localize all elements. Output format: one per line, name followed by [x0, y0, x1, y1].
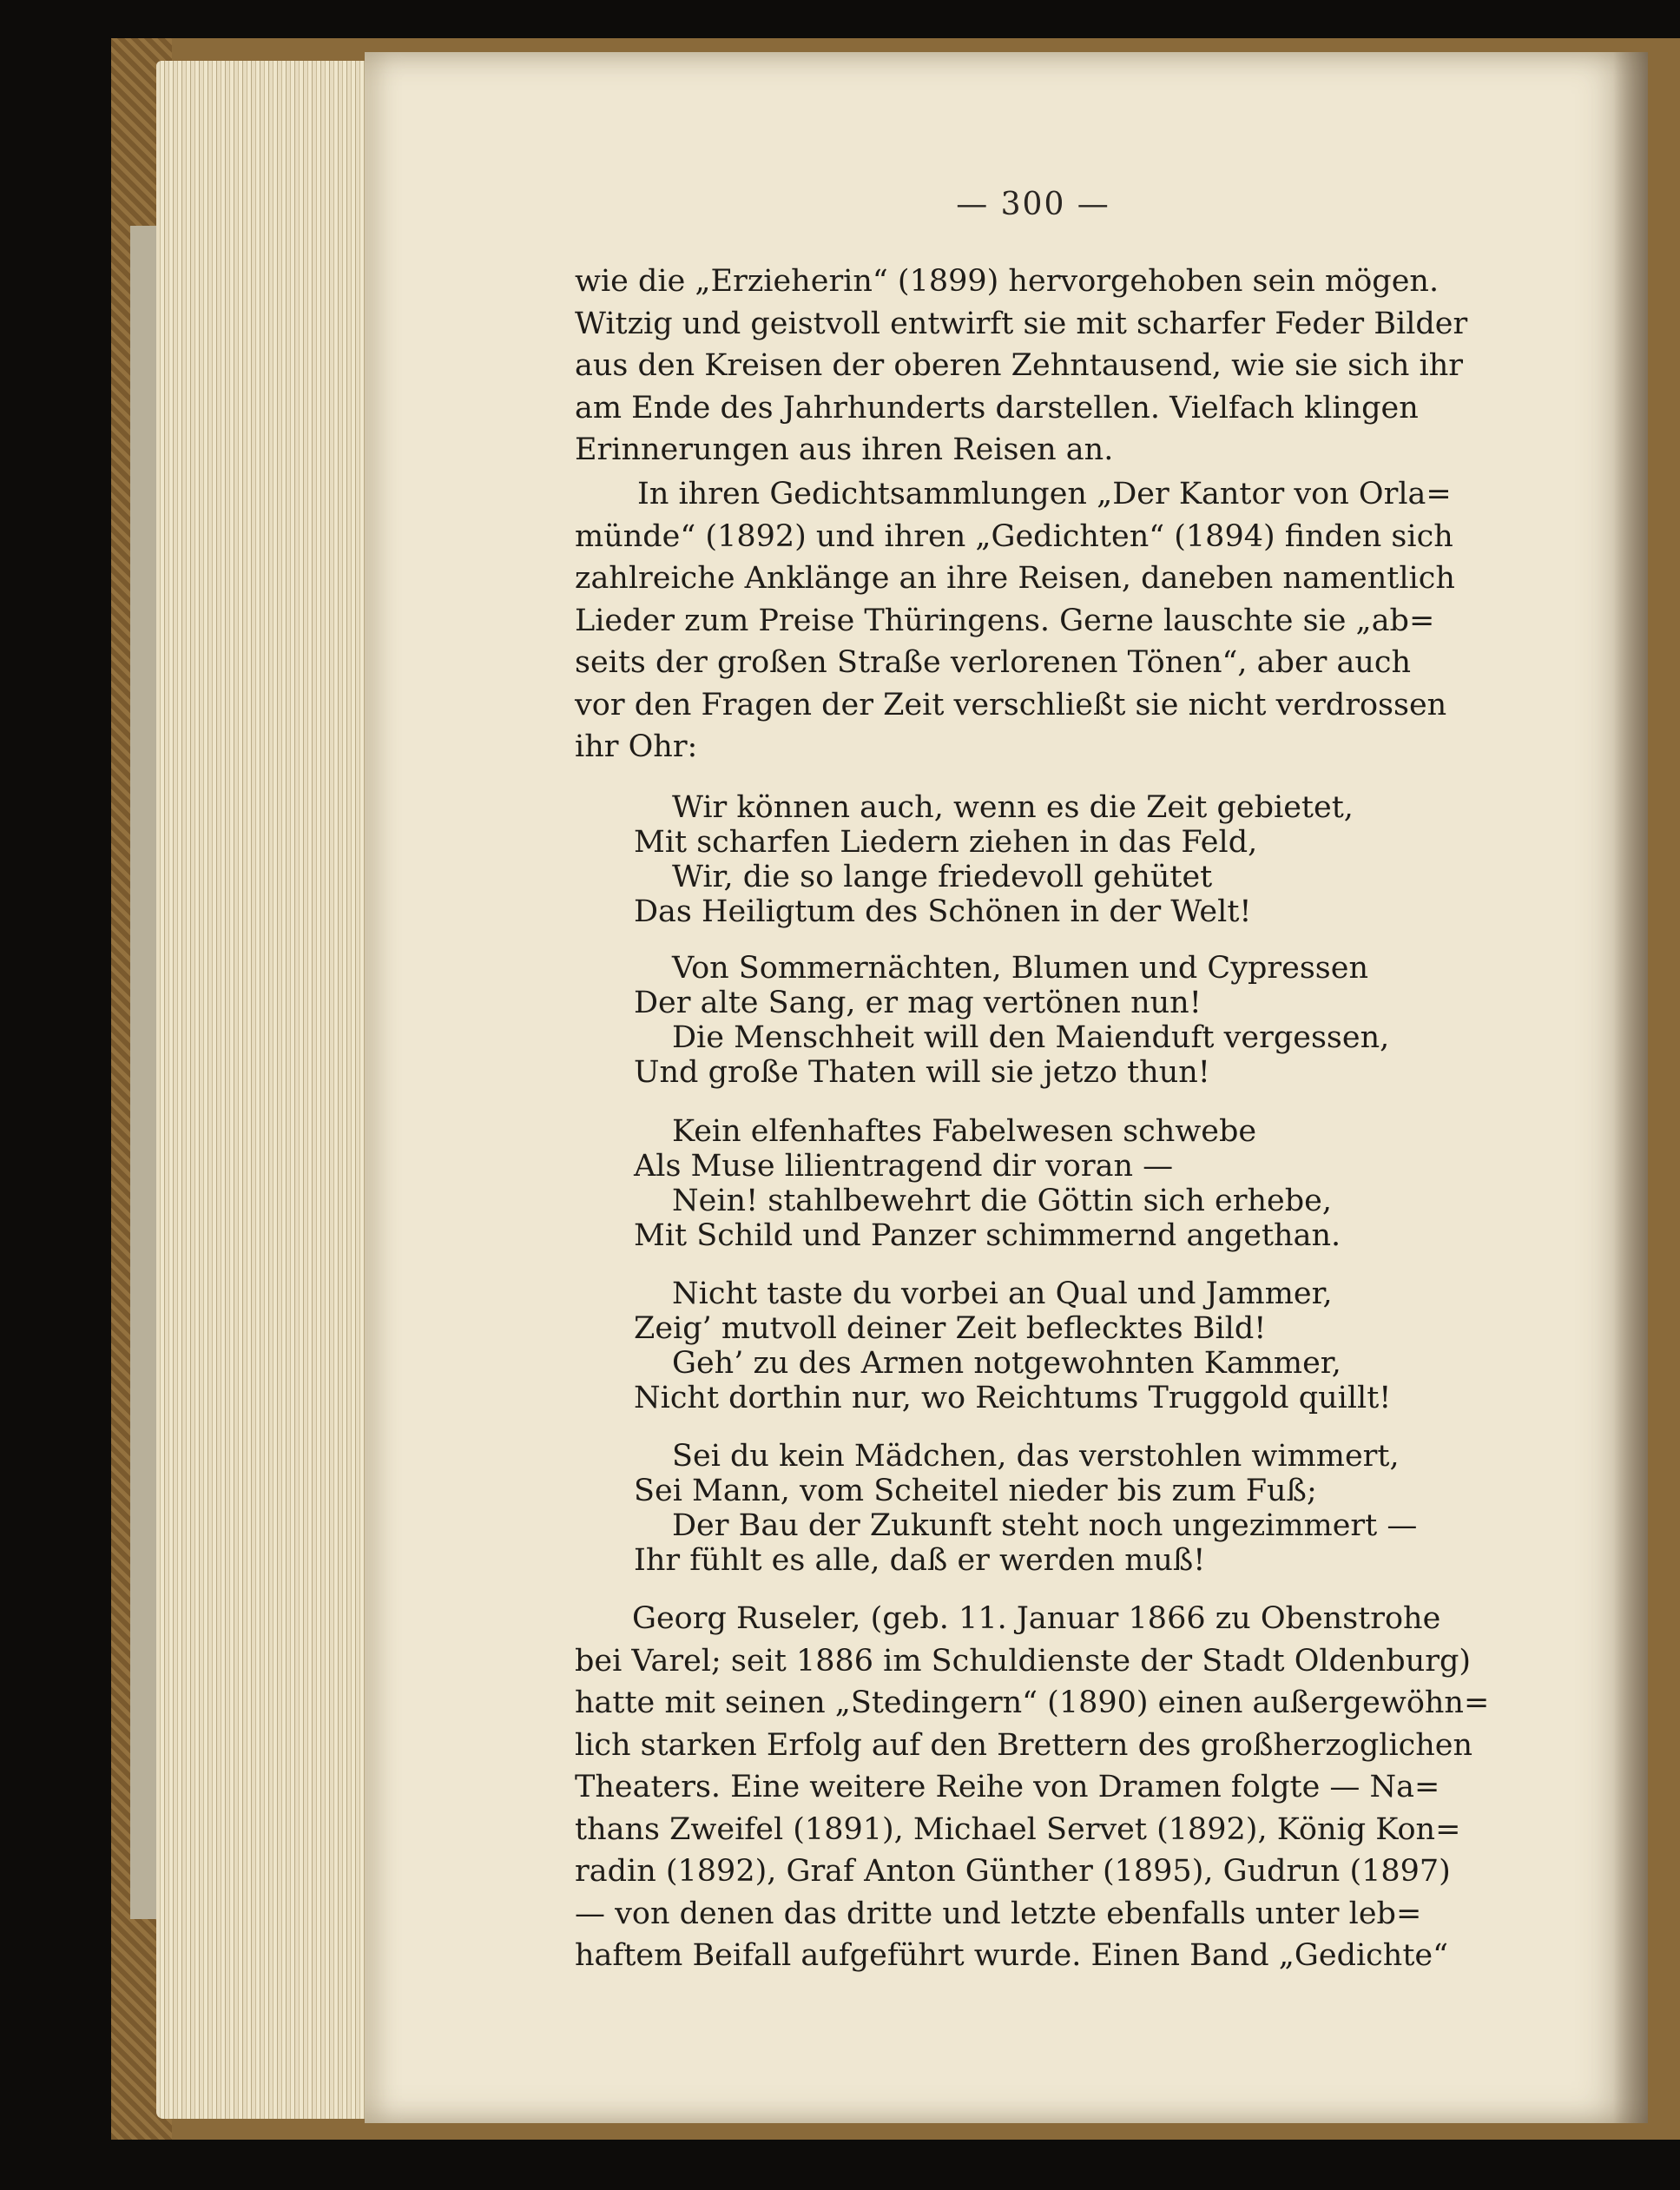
text-line: thans Zweifel (1891), Michael Servet (1892), König Kon=: [575, 1811, 1461, 1847]
verse-line: Als Muse lilientragend dir voran —: [634, 1149, 1174, 1184]
text-line: wie die „Erzieherin“ (1899) hervorgehoben sein mögen.: [575, 264, 1440, 299]
text-line: ihr Ohr:: [575, 729, 698, 764]
verse-line: Sei du kein Mädchen, das verstohlen wimmert,: [672, 1439, 1400, 1474]
verse-line: Sei Mann, vom Scheitel nieder bis zum Fuß;: [634, 1474, 1317, 1508]
text-line: Lieder zum Preise Thüringens. Gerne lauschte sie „ab=: [575, 603, 1435, 638]
text-line: Theaters. Eine weitere Reihe von Dramen folgte — Na=: [575, 1770, 1440, 1804]
verse-line: Ihr fühlt es alle, daß er werden muß!: [634, 1543, 1206, 1578]
text-line: In ihren Gedichtsammlungen „Der Kantor von Orla=: [637, 477, 1452, 511]
text-line: seits der großen Straße verlorenen Tönen“, aber auch: [575, 645, 1412, 680]
verse-line: Zeig’ mutvoll deiner Zeit beflecktes Bild!: [634, 1311, 1267, 1346]
verse-line: Mit scharfen Liedern ziehen in das Feld,: [634, 825, 1258, 860]
text-line: am Ende des Jahrhunderts darstellen. Vielfach klingen: [575, 390, 1419, 425]
paragraph-intro: [575, 261, 1517, 472]
verse-line: Nicht taste du vorbei an Qual und Jammer,: [672, 1276, 1333, 1311]
text-line: Georg Ruseler, (geb. 11. Januar 1866 zu Obenstrohe: [632, 1601, 1441, 1636]
text-line: radin (1892), Graf Anton Günther (1895), Gudrun (1897): [575, 1854, 1451, 1889]
verse-line: Das Heiligtum des Schönen in der Welt!: [634, 894, 1252, 929]
verse-line: Wir können auch, wenn es die Zeit gebietet,: [672, 790, 1354, 825]
verse-line: Wir, die so lange friedevoll gehütet: [672, 860, 1213, 894]
poem-stanza-5: [634, 1439, 1502, 1578]
text-line: hatte mit seinen „Stedingern“ (1890) einen außergewöhn=: [575, 1685, 1490, 1720]
text-line: münde“ (1892) und ihren „Gedichten“ (1894) finden sich: [575, 518, 1453, 554]
text-line: haftem Beifall aufgeführt wurde. Einen Band „Gedichte“: [575, 1938, 1448, 1973]
text-line: vor den Fragen der Zeit verschließt sie nicht verdrossen: [575, 687, 1447, 722]
paragraph-gedichtsammlungen: [575, 473, 1517, 768]
poem-stanza-3: [634, 1114, 1502, 1253]
text-line: Witzig und geistvoll entwirft sie mit scharfer Feder Bilder: [575, 306, 1468, 341]
verse-line: Der Bau der Zukunft steht noch ungezimmert —: [672, 1508, 1418, 1543]
text-line: — von denen das dritte und letzte ebenfalls unter leb=: [575, 1896, 1422, 1931]
verse-line: Nein! stahlbewehrt die Göttin sich erhebe,: [672, 1184, 1332, 1218]
text-line: bei Varel; seit 1886 im Schuldienste der Stadt Oldenburg): [575, 1643, 1472, 1679]
verse-line: Mit Schild und Panzer schimmernd angethan.: [634, 1218, 1341, 1253]
verse-line: Nicht dorthin nur, wo Reichtums Truggold quillt!: [634, 1381, 1392, 1415]
verse-line: Und große Thaten will sie jetzo thun!: [634, 1055, 1210, 1090]
poem-stanza-2: [634, 951, 1502, 1090]
poem-stanza-4: [634, 1276, 1502, 1415]
text-line: aus den Kreisen der oberen Zehntausend, wie sie sich ihr: [575, 348, 1464, 383]
text-line: zahlreiche Anklänge an ihre Reisen, daneben namentlich: [575, 561, 1455, 596]
paragraph-ruseler: [575, 1598, 1517, 1977]
verse-line: Geh’ zu des Armen notgewohnten Kammer,: [672, 1346, 1341, 1381]
text-line: Erinnerungen aus ihren Reisen an.: [575, 432, 1114, 467]
page-gutter: [1613, 52, 1648, 2123]
page-number: — 300 —: [956, 187, 1110, 222]
poem-stanza-1: [634, 790, 1502, 929]
verse-line: Der alte Sang, er mag vertönen nun!: [634, 986, 1202, 1020]
verse-line: Von Sommernächten, Blumen und Cypressen: [672, 951, 1369, 986]
page-edges: [156, 61, 369, 2119]
text-line: lich starken Erfolg auf den Brettern des großherzoglichen: [575, 1727, 1473, 1763]
verse-line: Die Menschheit will den Maienduft vergessen,: [672, 1020, 1390, 1055]
verse-line: Kein elfenhaftes Fabelwesen schwebe: [672, 1114, 1257, 1149]
